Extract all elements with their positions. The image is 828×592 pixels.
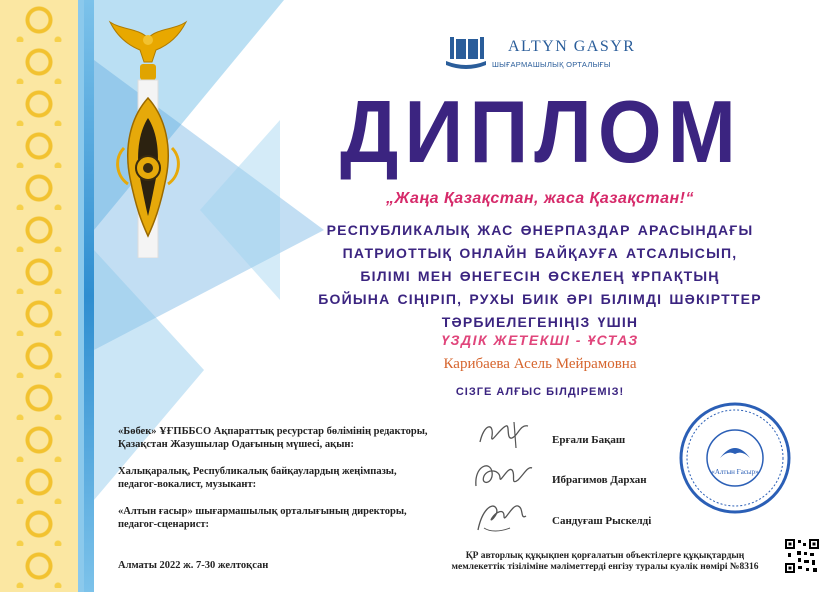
recipient-name: Карибаева Асель Мейрамовна	[443, 356, 637, 372]
signer-name: Ибрагимов Дархан	[552, 474, 647, 486]
signer-position-line: «Бөбек» ҰҒПББСО Ақпараттық ресурстар бөлімінің редакторы,	[118, 426, 428, 437]
reason-line: ПАТРИОТТЫҚ ОНЛАЙН БАЙҚАУҒА АТСАЛЫСЫП,	[342, 245, 738, 261]
award-reason	[306, 219, 774, 334]
border-stripe	[84, 0, 94, 592]
logo	[446, 35, 656, 75]
reason-line: ТӘРБИЕЛЕГЕНІҢІЗ ҮШІН	[441, 314, 639, 330]
signer-position-line: педагог-сценарист:	[118, 519, 210, 530]
certificate-note-line: мемлекеттік тізіліміне мәліметтерді енгізу туралы куәлік нөмірі №8316	[451, 562, 759, 572]
signature-2	[470, 456, 536, 494]
signer-position-line: Халықаралық, Республикалық байқаулардың жеңімпазы,	[118, 466, 397, 477]
signer-name: Сандуғаш Рыскелді	[552, 515, 652, 527]
decor-triangle	[94, 250, 204, 500]
signer-name: Ерғали Бақаш	[552, 434, 626, 446]
diploma-title: ДИПЛОМ	[340, 83, 742, 182]
reason-line: БІЛІМІ МЕН ӨНЕГЕСІН ӨСКЕЛЕҢ ҰРПАҚТЫҢ	[360, 268, 720, 284]
certificate-note-line: ҚР авторлық құқықпен қорғалатын объектілерге құқықтардың	[465, 551, 745, 561]
signer-position-line: педагог-вокалист, музыкант:	[118, 479, 257, 490]
official-stamp	[674, 400, 796, 516]
certificate-note	[430, 551, 780, 573]
signer-position	[118, 425, 478, 451]
ornamental-border	[0, 0, 84, 592]
logo-name: ALTYN GASYR	[508, 38, 636, 55]
signer-position	[118, 465, 478, 491]
signature-3	[470, 496, 530, 536]
slogan: „Жаңа Қазақстан, жаса Қазақстан!“	[386, 190, 694, 207]
thanks-line: СІЗГЕ АЛҒЫС БІЛДІРЕМІЗ!	[455, 386, 625, 398]
qr-code[interactable]	[784, 538, 820, 574]
signer-position-line: «Алтын ғасыр» шығармашылық орталығының директоры,	[118, 506, 407, 517]
signer-position-line: Қазақстан Жазушылар Одағының мүшесі, ақын:	[118, 439, 354, 450]
monument-illustration	[100, 8, 196, 258]
award-role: ҮЗДІК ЖЕТЕКШІ - ҰСТАЗ	[441, 332, 639, 348]
signer-position	[118, 505, 478, 531]
open-book-icon	[446, 37, 486, 69]
reason-line: БОЙЫНА СІҢІРІП, РУХЫ БИІК ӘРІ БІЛІМДІ ШӘКІРТТЕР	[318, 291, 762, 307]
issue-date: Алматы 2022 ж. 7-30 желтоқсан	[118, 560, 269, 571]
logo-subtitle: ШЫҒАРМАШЫЛЫҚ ОРТАЛЫҒЫ	[492, 60, 611, 69]
stamp-text: «Алтын Ғасыр»	[711, 468, 759, 476]
signature-1	[476, 418, 532, 452]
decor-triangle	[200, 120, 280, 300]
reason-line: РЕСПУБЛИКАЛЫҚ ЖАС ӨНЕРПАЗДАР АРАСЫНДАҒЫ	[326, 222, 754, 238]
